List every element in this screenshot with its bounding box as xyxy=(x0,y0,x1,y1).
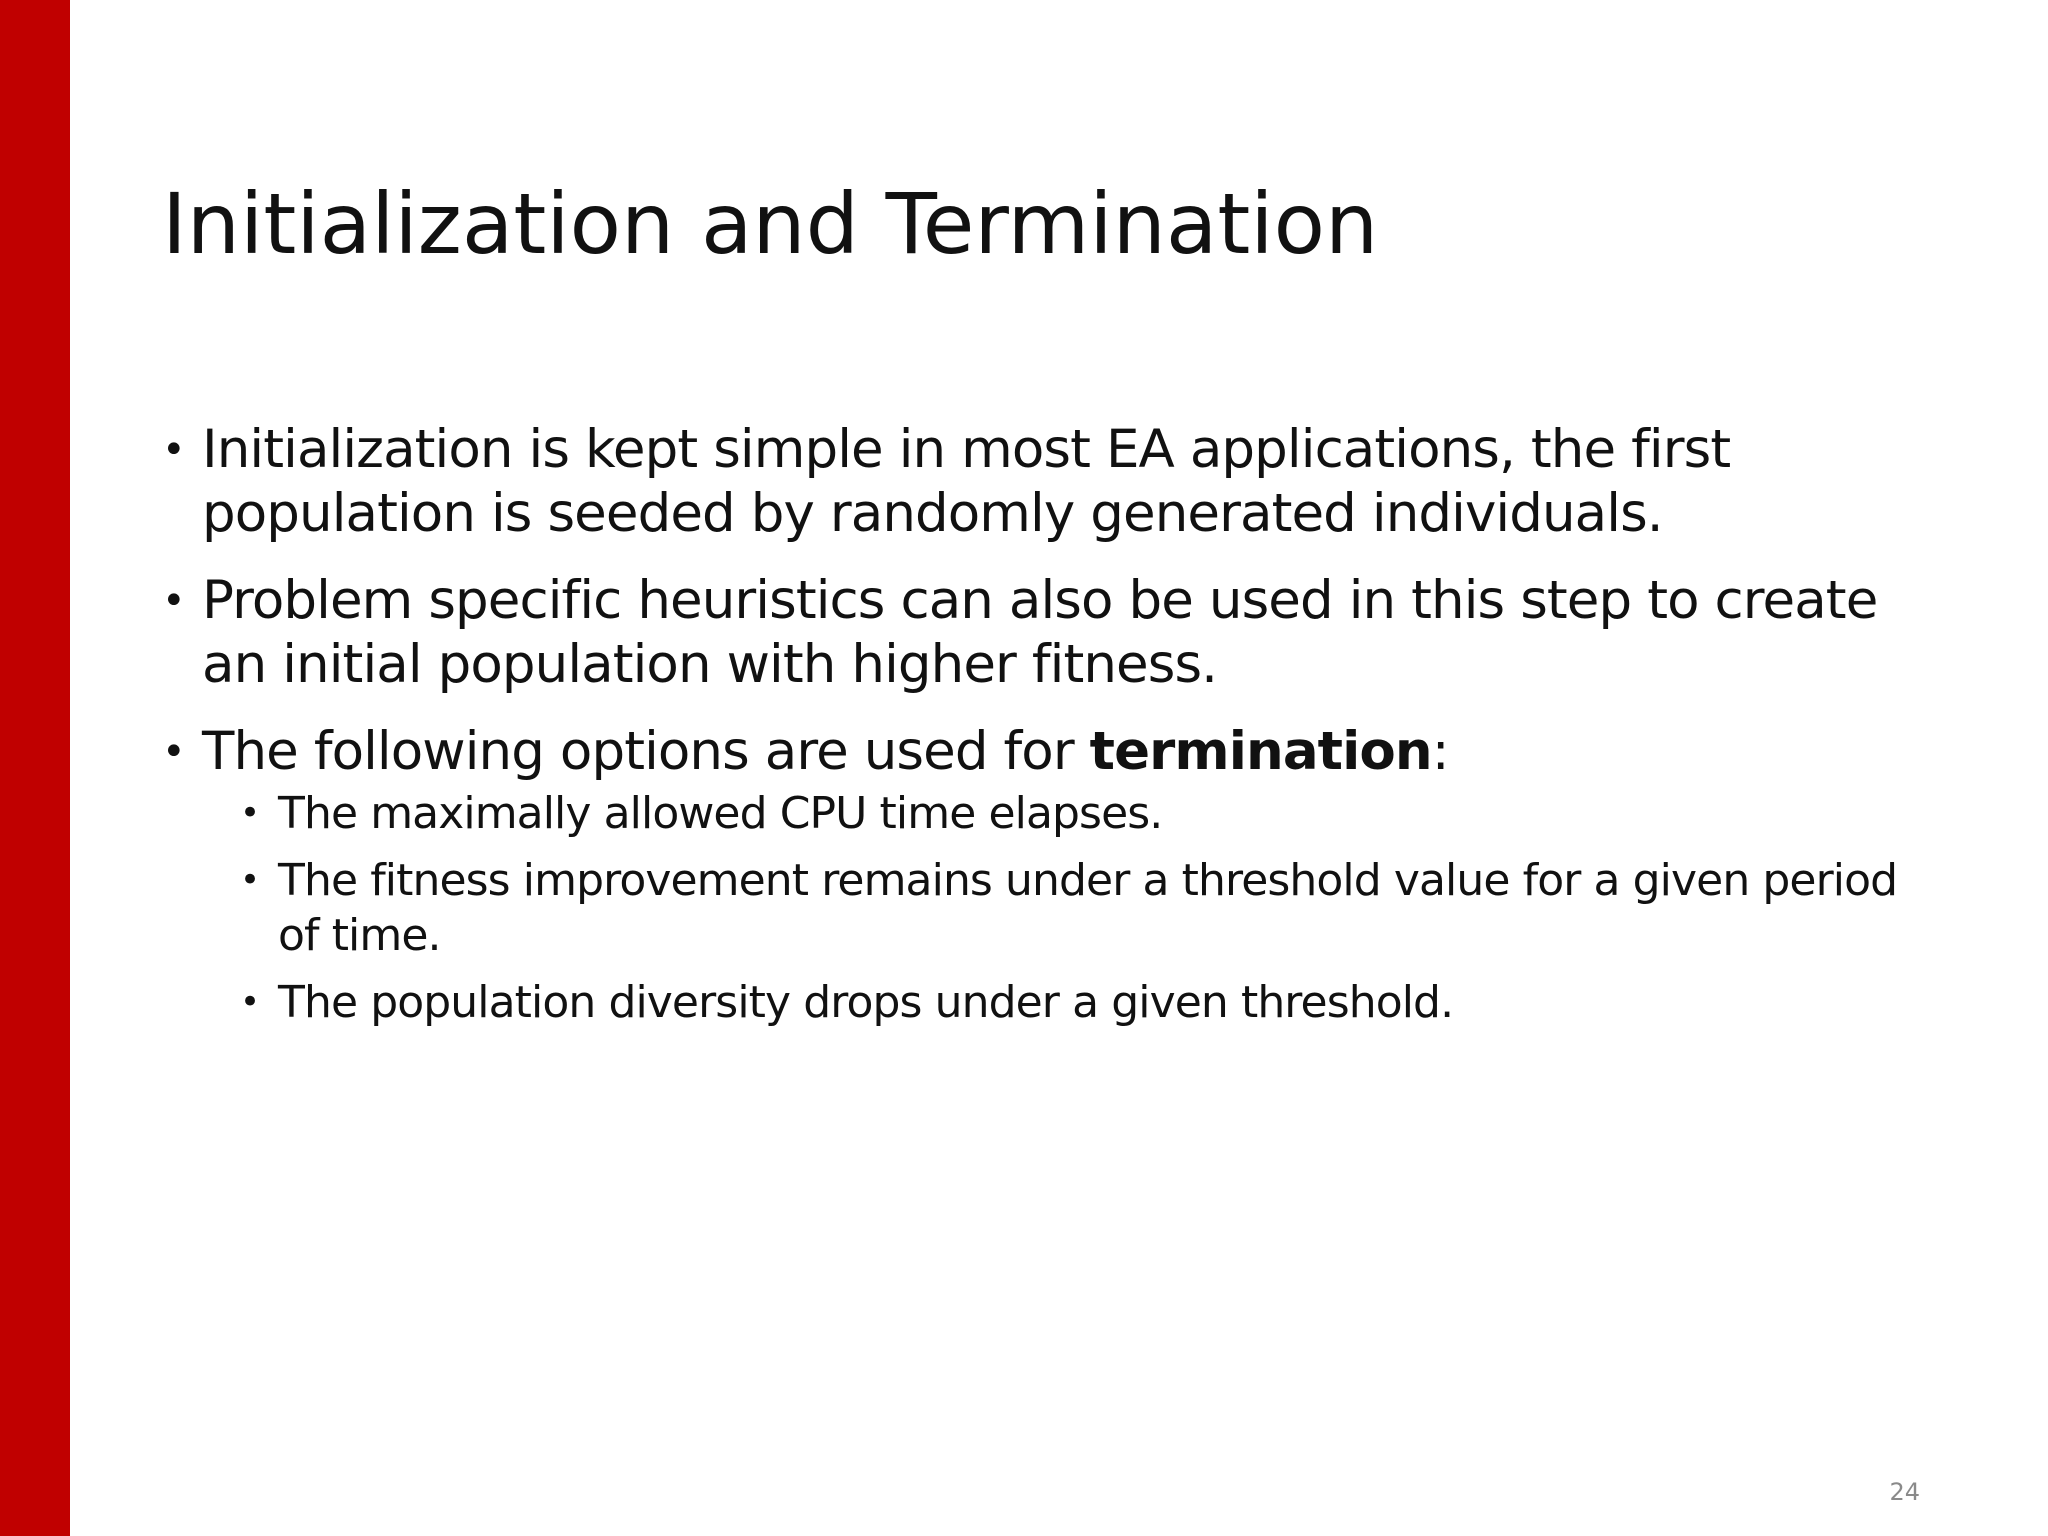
bullet-text: Problem specific heuristics can also be used in this step to create an initial population with higher fitness. xyxy=(202,570,1878,695)
sub-bullet-list xyxy=(202,786,1922,1030)
page-number: 24 xyxy=(1889,1478,1920,1506)
sub-bullet-item: • The maximally allowed CPU time elapses. xyxy=(240,786,1922,841)
bullet-item xyxy=(162,418,1922,546)
bullet-bold-keyword: termination xyxy=(1089,721,1432,782)
bullet-text: The following options are used for xyxy=(202,721,1090,782)
bullet-text: Initialization is kept simple in most EA applications, the first population is seeded by randomly generated individuals. xyxy=(202,419,1731,544)
sub-bullet-item: • The fitness improvement remains under a threshold value for a given period of time. xyxy=(240,853,1922,963)
bullet-list xyxy=(162,418,1922,1053)
accent-bar xyxy=(0,0,70,1536)
slide-title: Initialization and Termination xyxy=(162,175,1379,273)
bullet-text-suffix: : xyxy=(1431,721,1449,782)
sub-bullet-item: • The population diversity drops under a given threshold. xyxy=(240,975,1922,1030)
bullet-item xyxy=(162,720,1922,1030)
bullet-item xyxy=(162,569,1922,697)
